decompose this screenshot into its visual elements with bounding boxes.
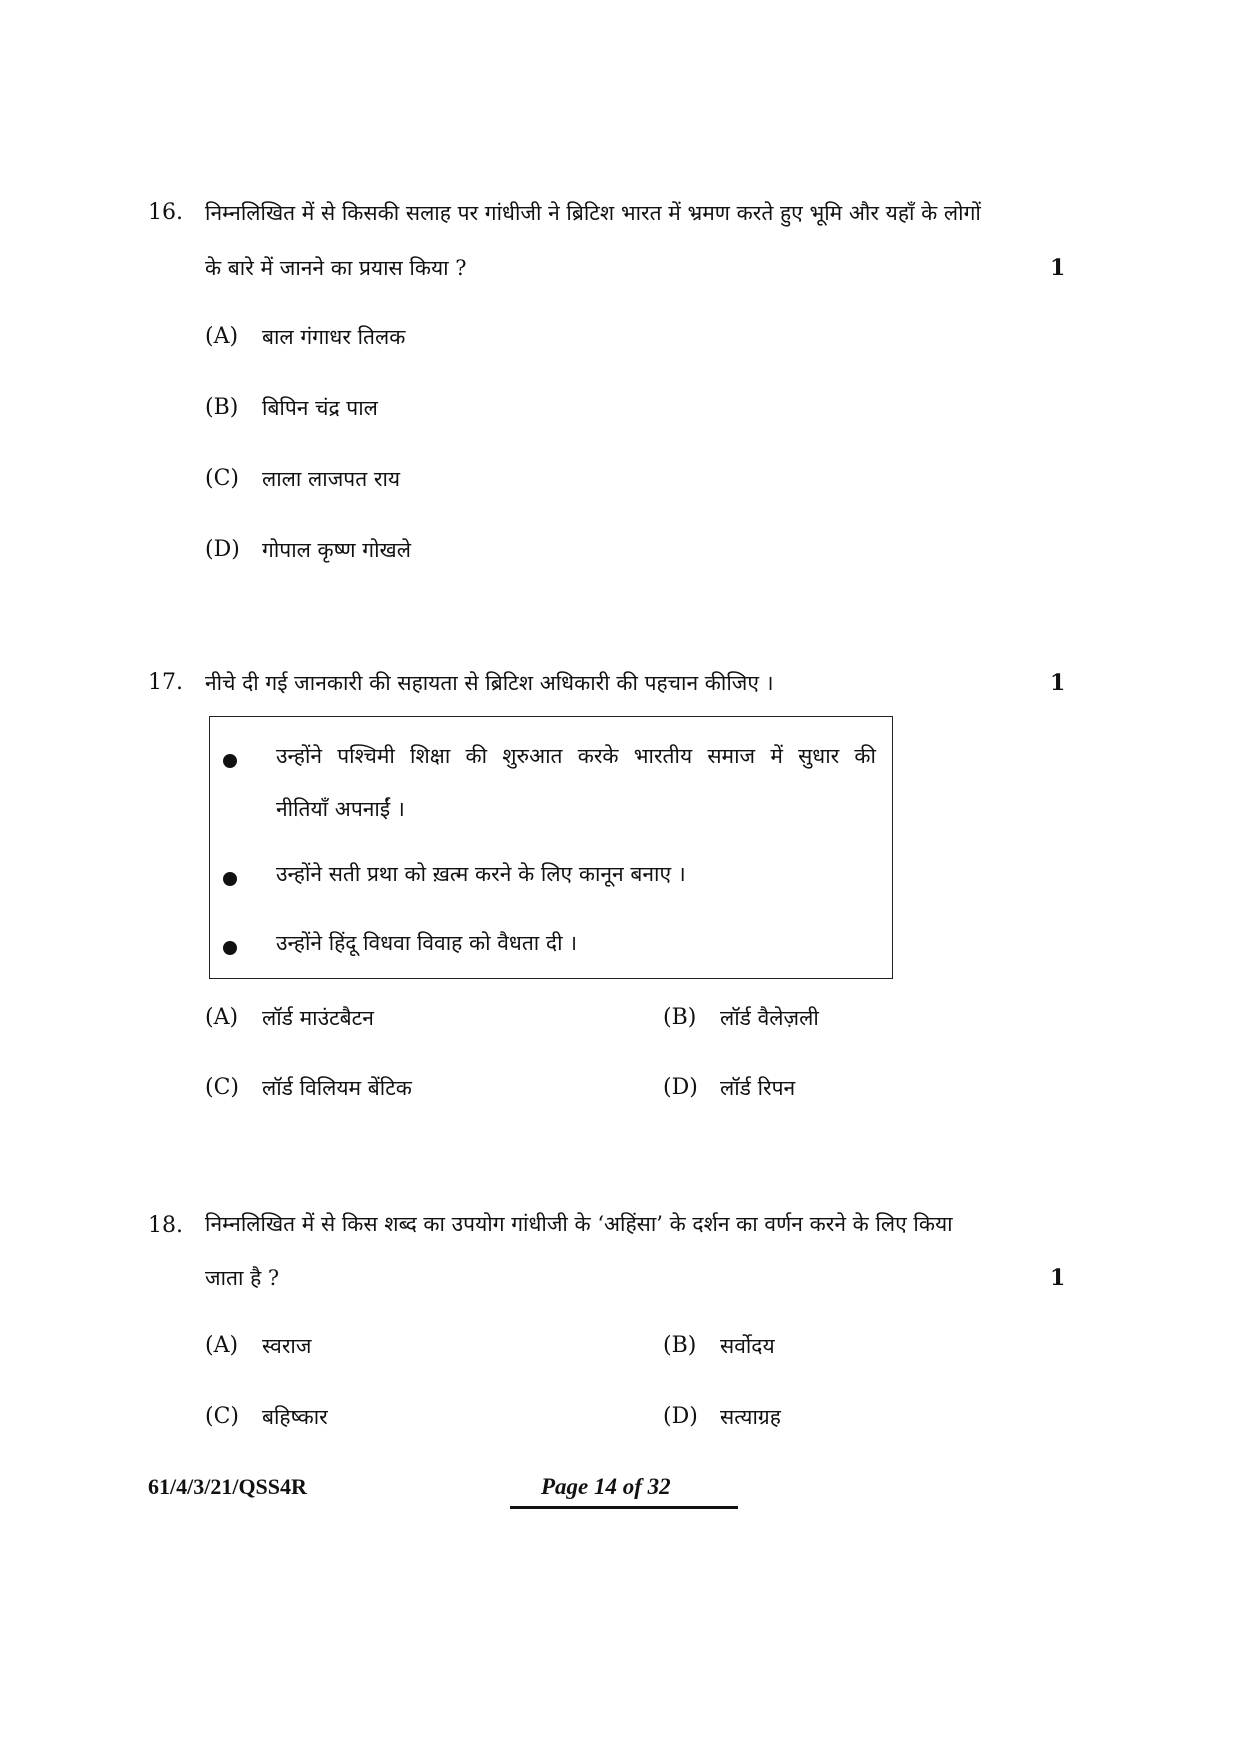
info-box — [209, 716, 893, 979]
question-text-line1: निम्नलिखित में से किसकी सलाह पर गांधीजी ने ब्रिटिश भारत में भ्रमण करते हुए भूमि और यहाँ के लोगों — [205, 201, 981, 225]
question-number: 18. — [148, 1213, 183, 1238]
option-letter-b: (B) — [205, 395, 239, 420]
footer-underline — [510, 1506, 738, 1509]
option-text-d: लॉर्ड रिपन — [720, 1076, 796, 1100]
bullet-icon — [223, 754, 237, 768]
option-letter-d: (D) — [663, 1404, 698, 1429]
option-letter-c: (C) — [205, 1075, 239, 1100]
option-letter-a: (A) — [205, 1005, 239, 1030]
question-number: 16. — [148, 200, 183, 225]
option-text-c: बहिष्कार — [262, 1405, 328, 1429]
option-text-c: लाला लाजपत राय — [262, 467, 401, 491]
option-text-b: लॉर्ड वैलेज़ली — [720, 1006, 819, 1030]
option-letter-a: (A) — [205, 1333, 239, 1358]
info-point-1-line1: उन्होंने पश्चिमी शिक्षा की शुरुआत करके भारतीय समाज में सुधार की — [276, 744, 876, 768]
bullet-icon — [223, 941, 237, 955]
option-text-b: बिपिन चंद्र पाल — [262, 396, 378, 420]
question-number: 17. — [148, 670, 183, 695]
option-text-c: लॉर्ड विलियम बेंटिक — [262, 1076, 412, 1100]
option-text-d: सत्याग्रह — [720, 1405, 781, 1429]
question-text-line1: निम्नलिखित में से किस शब्द का उपयोग गांधीजी के ‘अहिंसा’ के दर्शन का वर्णन करने के लिए किया — [205, 1212, 953, 1236]
question-marks: 1 — [1050, 255, 1066, 281]
option-text-a: बाल गंगाधर तिलक — [262, 325, 406, 349]
option-text-a: स्वराज — [262, 1334, 312, 1358]
option-letter-b: (B) — [663, 1333, 697, 1358]
option-letter-a: (A) — [205, 324, 239, 349]
info-point-2: उन्होंने सती प्रथा को ख़त्म करने के लिए कानून बनाए । — [276, 862, 686, 886]
option-letter-c: (C) — [205, 1404, 239, 1429]
question-text-line2: के बारे में जानने का प्रयास किया ? — [205, 256, 467, 280]
question-text-line1: नीचे दी गई जानकारी की सहायता से ब्रिटिश अधिकारी की पहचान कीजिए । — [205, 671, 774, 695]
option-text-a: लॉर्ड माउंटबैटन — [262, 1006, 374, 1030]
option-letter-d: (D) — [663, 1075, 698, 1100]
question-marks: 1 — [1050, 670, 1066, 696]
option-letter-c: (C) — [205, 466, 239, 491]
page-number: Page 14 of 32 — [541, 1474, 671, 1499]
option-letter-d: (D) — [205, 537, 240, 562]
paper-code: 61/4/3/21/QSS4R — [148, 1474, 307, 1499]
option-text-b: सर्वोदय — [720, 1334, 775, 1358]
info-point-3: उन्होंने हिंदू विधवा विवाह को वैधता दी । — [276, 931, 578, 955]
option-text-d: गोपाल कृष्ण गोखले — [262, 538, 411, 562]
question-marks: 1 — [1050, 1265, 1066, 1291]
info-point-1-line2: नीतियाँ अपनाईं । — [276, 797, 405, 821]
option-letter-b: (B) — [663, 1005, 697, 1030]
bullet-icon — [223, 872, 237, 886]
question-text-line2: जाता है ? — [205, 1266, 280, 1290]
